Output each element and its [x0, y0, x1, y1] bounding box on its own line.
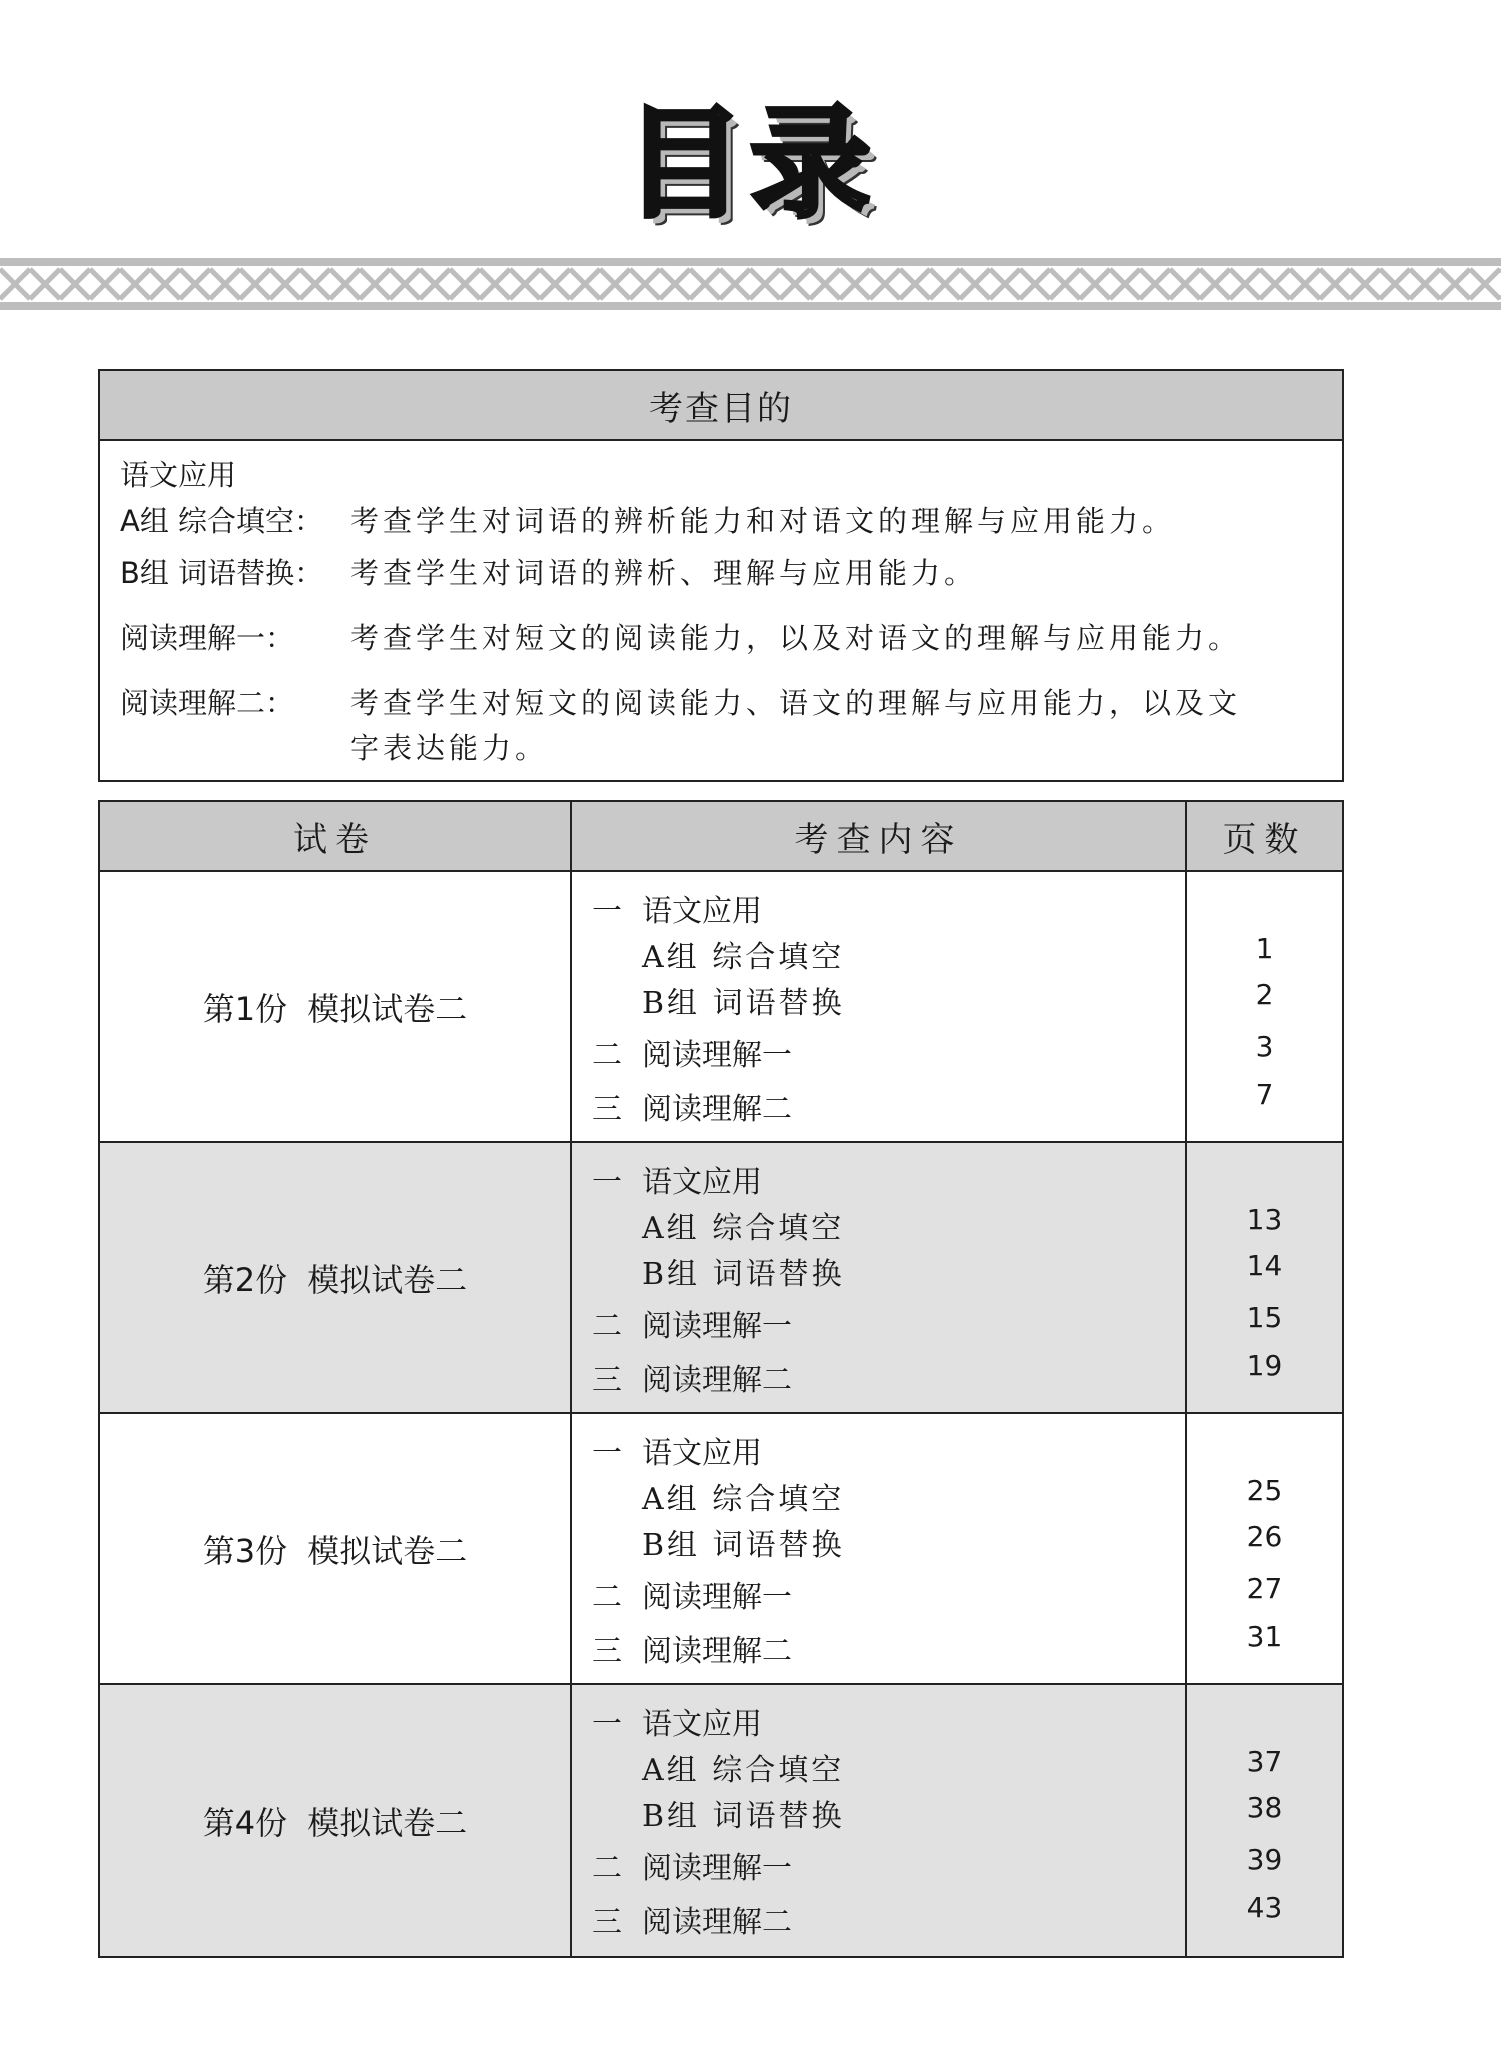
pages-cell: [1187, 1685, 1342, 1956]
item-text: A组 综合填空: [642, 1753, 845, 1788]
item-text: 语文应用: [642, 1707, 762, 1742]
content-item: [642, 978, 845, 1022]
item-number: 二: [592, 1851, 622, 1886]
purpose-line: [120, 551, 977, 592]
item-number: 一: [592, 1436, 622, 1471]
purpose-header: 考查目的: [100, 371, 1342, 441]
item-number: 一: [592, 1165, 622, 1200]
purpose-label: 阅读理解一：: [120, 621, 295, 655]
content-item: [592, 1030, 792, 1074]
item-text: A组 综合填空: [642, 1482, 845, 1517]
purpose-section-title: 语文应用: [120, 458, 237, 492]
page-number: 2: [1255, 978, 1274, 1011]
content-item: [592, 1084, 792, 1128]
content-item: [592, 1355, 792, 1399]
purpose-line-continued: [120, 726, 548, 767]
purpose-desc: 考查学生对短文的阅读能力、语文的理解与应用能力，以及文: [350, 686, 1242, 720]
content-item: [592, 886, 762, 930]
table-row: [100, 1414, 1342, 1685]
purpose-desc: 考查学生对词语的辨析能力和对语文的理解与应用能力。: [350, 504, 1176, 538]
item-number: 三: [592, 1363, 622, 1398]
content-item: [642, 1791, 845, 1835]
content-item: [642, 932, 844, 976]
item-number: 二: [592, 1580, 622, 1615]
purpose-desc: 考查学生对词语的辨析、理解与应用能力。: [350, 556, 978, 590]
toc-header-row: [100, 802, 1342, 872]
content-item: [592, 1626, 792, 1670]
content-item: [592, 1699, 762, 1743]
item-number: 二: [592, 1038, 622, 1073]
content-cell: [572, 1414, 1187, 1683]
pages-cell: [1187, 872, 1342, 1141]
content-item: [642, 1249, 845, 1293]
purpose-line: [120, 616, 1241, 657]
item-number: 三: [592, 1905, 622, 1940]
table-row: [100, 1685, 1342, 1956]
item-text: 语文应用: [642, 894, 762, 929]
page-number: 15: [1246, 1301, 1283, 1334]
purpose-label: B组 词语替换：: [120, 556, 324, 590]
item-text: 语文应用: [642, 1436, 762, 1471]
item-text: B组 词语替换: [642, 1257, 845, 1292]
item-text: A组 综合填空: [642, 940, 845, 975]
page-number: 13: [1246, 1203, 1283, 1236]
item-number: 三: [592, 1634, 622, 1669]
item-number: 一: [592, 894, 622, 929]
page-number: 27: [1246, 1572, 1283, 1605]
page-number: 1: [1255, 932, 1274, 965]
pages-cell: [1187, 1143, 1342, 1412]
item-text: 阅读理解一: [642, 1038, 792, 1073]
content-item: [642, 1520, 845, 1564]
header-paper: 试卷: [100, 802, 572, 870]
item-text: 阅读理解二: [642, 1092, 792, 1127]
item-text: 语文应用: [642, 1165, 762, 1200]
content-item: [592, 1572, 792, 1616]
item-text: 阅读理解一: [642, 1851, 792, 1886]
purpose-box: [98, 369, 1344, 782]
page-number: 14: [1246, 1249, 1283, 1282]
table-row: [100, 872, 1342, 1143]
page-title: 目录: [624, 95, 877, 234]
page-number: 3: [1255, 1030, 1274, 1063]
content-item: [592, 1843, 792, 1887]
page-number: 31: [1246, 1620, 1283, 1653]
item-number: 三: [592, 1092, 622, 1127]
content-cell: [572, 872, 1187, 1141]
page-number: 7: [1255, 1078, 1274, 1111]
page-number: 25: [1246, 1474, 1283, 1507]
item-number: 二: [592, 1309, 622, 1344]
paper-name: 第4份 模拟试卷二: [100, 1685, 572, 1956]
page-number: 38: [1246, 1791, 1283, 1824]
header-content: 考查内容: [572, 802, 1187, 870]
item-text: 阅读理解一: [642, 1309, 792, 1344]
purpose-label: 阅读理解二：: [120, 686, 295, 720]
purpose-desc: 字表达能力。: [350, 731, 549, 765]
item-text: A组 综合填空: [642, 1211, 845, 1246]
content-cell: [572, 1143, 1187, 1412]
purpose-line: [120, 499, 1175, 540]
content-item: [592, 1428, 762, 1472]
header-pages: 页数: [1222, 819, 1307, 860]
content-item: [642, 1474, 844, 1518]
page-number: 26: [1246, 1520, 1283, 1553]
content-item: [642, 1745, 844, 1789]
item-text: 阅读理解二: [642, 1634, 792, 1669]
item-text: 阅读理解二: [642, 1363, 792, 1398]
content-item: [592, 1301, 792, 1345]
item-text: 阅读理解二: [642, 1905, 792, 1940]
purpose-label: A组 综合填空：: [120, 504, 324, 538]
toc-table: [98, 800, 1344, 1958]
paper-name: 第3份 模拟试卷二: [100, 1414, 572, 1683]
decorative-band: [0, 258, 1501, 310]
page-number: 37: [1246, 1745, 1283, 1778]
item-text: 阅读理解一: [642, 1580, 792, 1615]
page-number: 19: [1246, 1349, 1283, 1382]
page-number: 43: [1246, 1891, 1283, 1924]
paper-name: 第2份 模拟试卷二: [100, 1143, 572, 1412]
item-number: 一: [592, 1707, 622, 1742]
content-item: [592, 1157, 762, 1201]
page-number: 39: [1246, 1843, 1283, 1876]
purpose-line: [120, 681, 1241, 722]
item-text: B组 词语替换: [642, 1528, 845, 1563]
content-cell: [572, 1685, 1187, 1956]
item-text: B组 词语替换: [642, 1799, 845, 1834]
content-item: [642, 1203, 844, 1247]
table-row: [100, 1143, 1342, 1414]
item-text: B组 词语替换: [642, 986, 845, 1021]
pages-cell: [1187, 1414, 1342, 1683]
content-item: [592, 1897, 792, 1941]
purpose-desc: 考查学生对短文的阅读能力，以及对语文的理解与应用能力。: [350, 621, 1242, 655]
paper-name: 第1份 模拟试卷二: [100, 872, 572, 1141]
